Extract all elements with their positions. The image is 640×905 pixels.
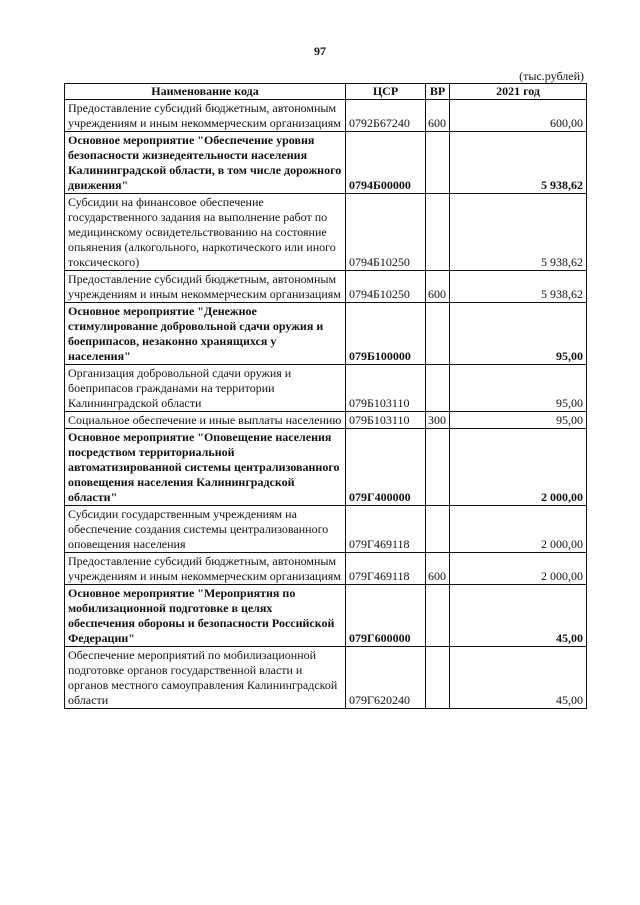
budget-table bbox=[64, 83, 587, 709]
page-number: 97 bbox=[314, 44, 326, 58]
row-amount: 2 000,00 bbox=[450, 429, 587, 506]
row-csr: 079Б103110 bbox=[346, 365, 426, 412]
row-name: Предоставление субсидий бюджетным, автономным учреждениям и иным некоммерческим организациям bbox=[65, 553, 346, 585]
row-vr: 300 bbox=[426, 412, 450, 429]
row-vr: 600 bbox=[426, 271, 450, 303]
row-name: Социальное обеспечение и иные выплаты населению bbox=[65, 412, 346, 429]
header-csr: ЦСР bbox=[346, 84, 426, 100]
row-vr bbox=[426, 585, 450, 647]
row-csr: 079Г600000 bbox=[346, 585, 426, 647]
row-name: Субсидии на финансовое обеспечение государственного задания на выполнение работ по медицинскому освидетельствованию на состояние опьянения (алкогольного, наркотического или иного токсического) bbox=[65, 194, 346, 271]
row-name: Субсидии государственным учреждениям на обеспечение создания системы централизованного оповещения населения bbox=[65, 506, 346, 553]
units-label: (тыс.рублей) bbox=[519, 69, 584, 83]
row-csr: 079Г400000 bbox=[346, 429, 426, 506]
row-csr: 079Г620240 bbox=[346, 647, 426, 709]
row-vr bbox=[426, 194, 450, 271]
row-amount: 45,00 bbox=[450, 585, 587, 647]
table-row bbox=[65, 100, 587, 132]
table-row bbox=[65, 429, 587, 506]
row-amount: 5 938,62 bbox=[450, 194, 587, 271]
row-csr: 0794Б00000 bbox=[346, 132, 426, 194]
row-amount: 5 938,62 bbox=[450, 271, 587, 303]
table-header-row bbox=[65, 84, 587, 100]
row-vr: 600 bbox=[426, 100, 450, 132]
row-name: Предоставление субсидий бюджетным, автономным учреждениям и иным некоммерческим организациям bbox=[65, 271, 346, 303]
table-row bbox=[65, 365, 587, 412]
row-vr bbox=[426, 365, 450, 412]
row-vr bbox=[426, 132, 450, 194]
row-name: Организация добровольной сдачи оружия и боеприпасов гражданами на территории Калининградской области bbox=[65, 365, 346, 412]
row-csr: 079Б100000 bbox=[346, 303, 426, 365]
table-row bbox=[65, 271, 587, 303]
table-row bbox=[65, 647, 587, 709]
row-vr: 600 bbox=[426, 553, 450, 585]
row-amount: 95,00 bbox=[450, 303, 587, 365]
row-vr bbox=[426, 429, 450, 506]
row-vr bbox=[426, 303, 450, 365]
row-csr: 0794Б10250 bbox=[346, 194, 426, 271]
row-name: Основное мероприятие "Оповещение населения посредством территориальной автоматизированной системы централизованного оповещения населения Калининградской области" bbox=[65, 429, 346, 506]
table-row bbox=[65, 412, 587, 429]
row-amount: 600,00 bbox=[450, 100, 587, 132]
row-amount: 95,00 bbox=[450, 412, 587, 429]
row-amount: 2 000,00 bbox=[450, 553, 587, 585]
row-csr: 0792Б67240 bbox=[346, 100, 426, 132]
table-row bbox=[65, 303, 587, 365]
row-amount: 5 938,62 bbox=[450, 132, 587, 194]
row-name: Основное мероприятие "Обеспечение уровня безопасности жизнедеятельности населения Калининградской области, в том числе дорожного движения" bbox=[65, 132, 346, 194]
row-name: Предоставление субсидий бюджетным, автономным учреждениям и иным некоммерческим организациям bbox=[65, 100, 346, 132]
row-csr: 079Г469118 bbox=[346, 506, 426, 553]
row-csr: 0794Б10250 bbox=[346, 271, 426, 303]
row-name: Основное мероприятие "Мероприятия по мобилизационной подготовке в целях обеспечения обороны и безопасности Российской Федерации" bbox=[65, 585, 346, 647]
header-year: 2021 год bbox=[450, 84, 587, 100]
row-csr: 079Б103110 bbox=[346, 412, 426, 429]
row-amount: 95,00 bbox=[450, 365, 587, 412]
row-csr: 079Г469118 bbox=[346, 553, 426, 585]
row-amount: 45,00 bbox=[450, 647, 587, 709]
table-row bbox=[65, 506, 587, 553]
row-amount: 2 000,00 bbox=[450, 506, 587, 553]
table-row bbox=[65, 194, 587, 271]
table-row bbox=[65, 585, 587, 647]
row-name: Основное мероприятие "Денежное стимулирование добровольной сдачи оружия и боеприпасов, незаконно хранящихся у населения" bbox=[65, 303, 346, 365]
row-vr bbox=[426, 506, 450, 553]
row-name: Обеспечение мероприятий по мобилизационной подготовке органов государственной власти и органов местного самоуправления Калининградской области bbox=[65, 647, 346, 709]
row-vr bbox=[426, 647, 450, 709]
table-row bbox=[65, 553, 587, 585]
header-vr: ВР bbox=[426, 84, 450, 100]
table-row bbox=[65, 132, 587, 194]
header-name: Наименование кода bbox=[65, 84, 346, 100]
